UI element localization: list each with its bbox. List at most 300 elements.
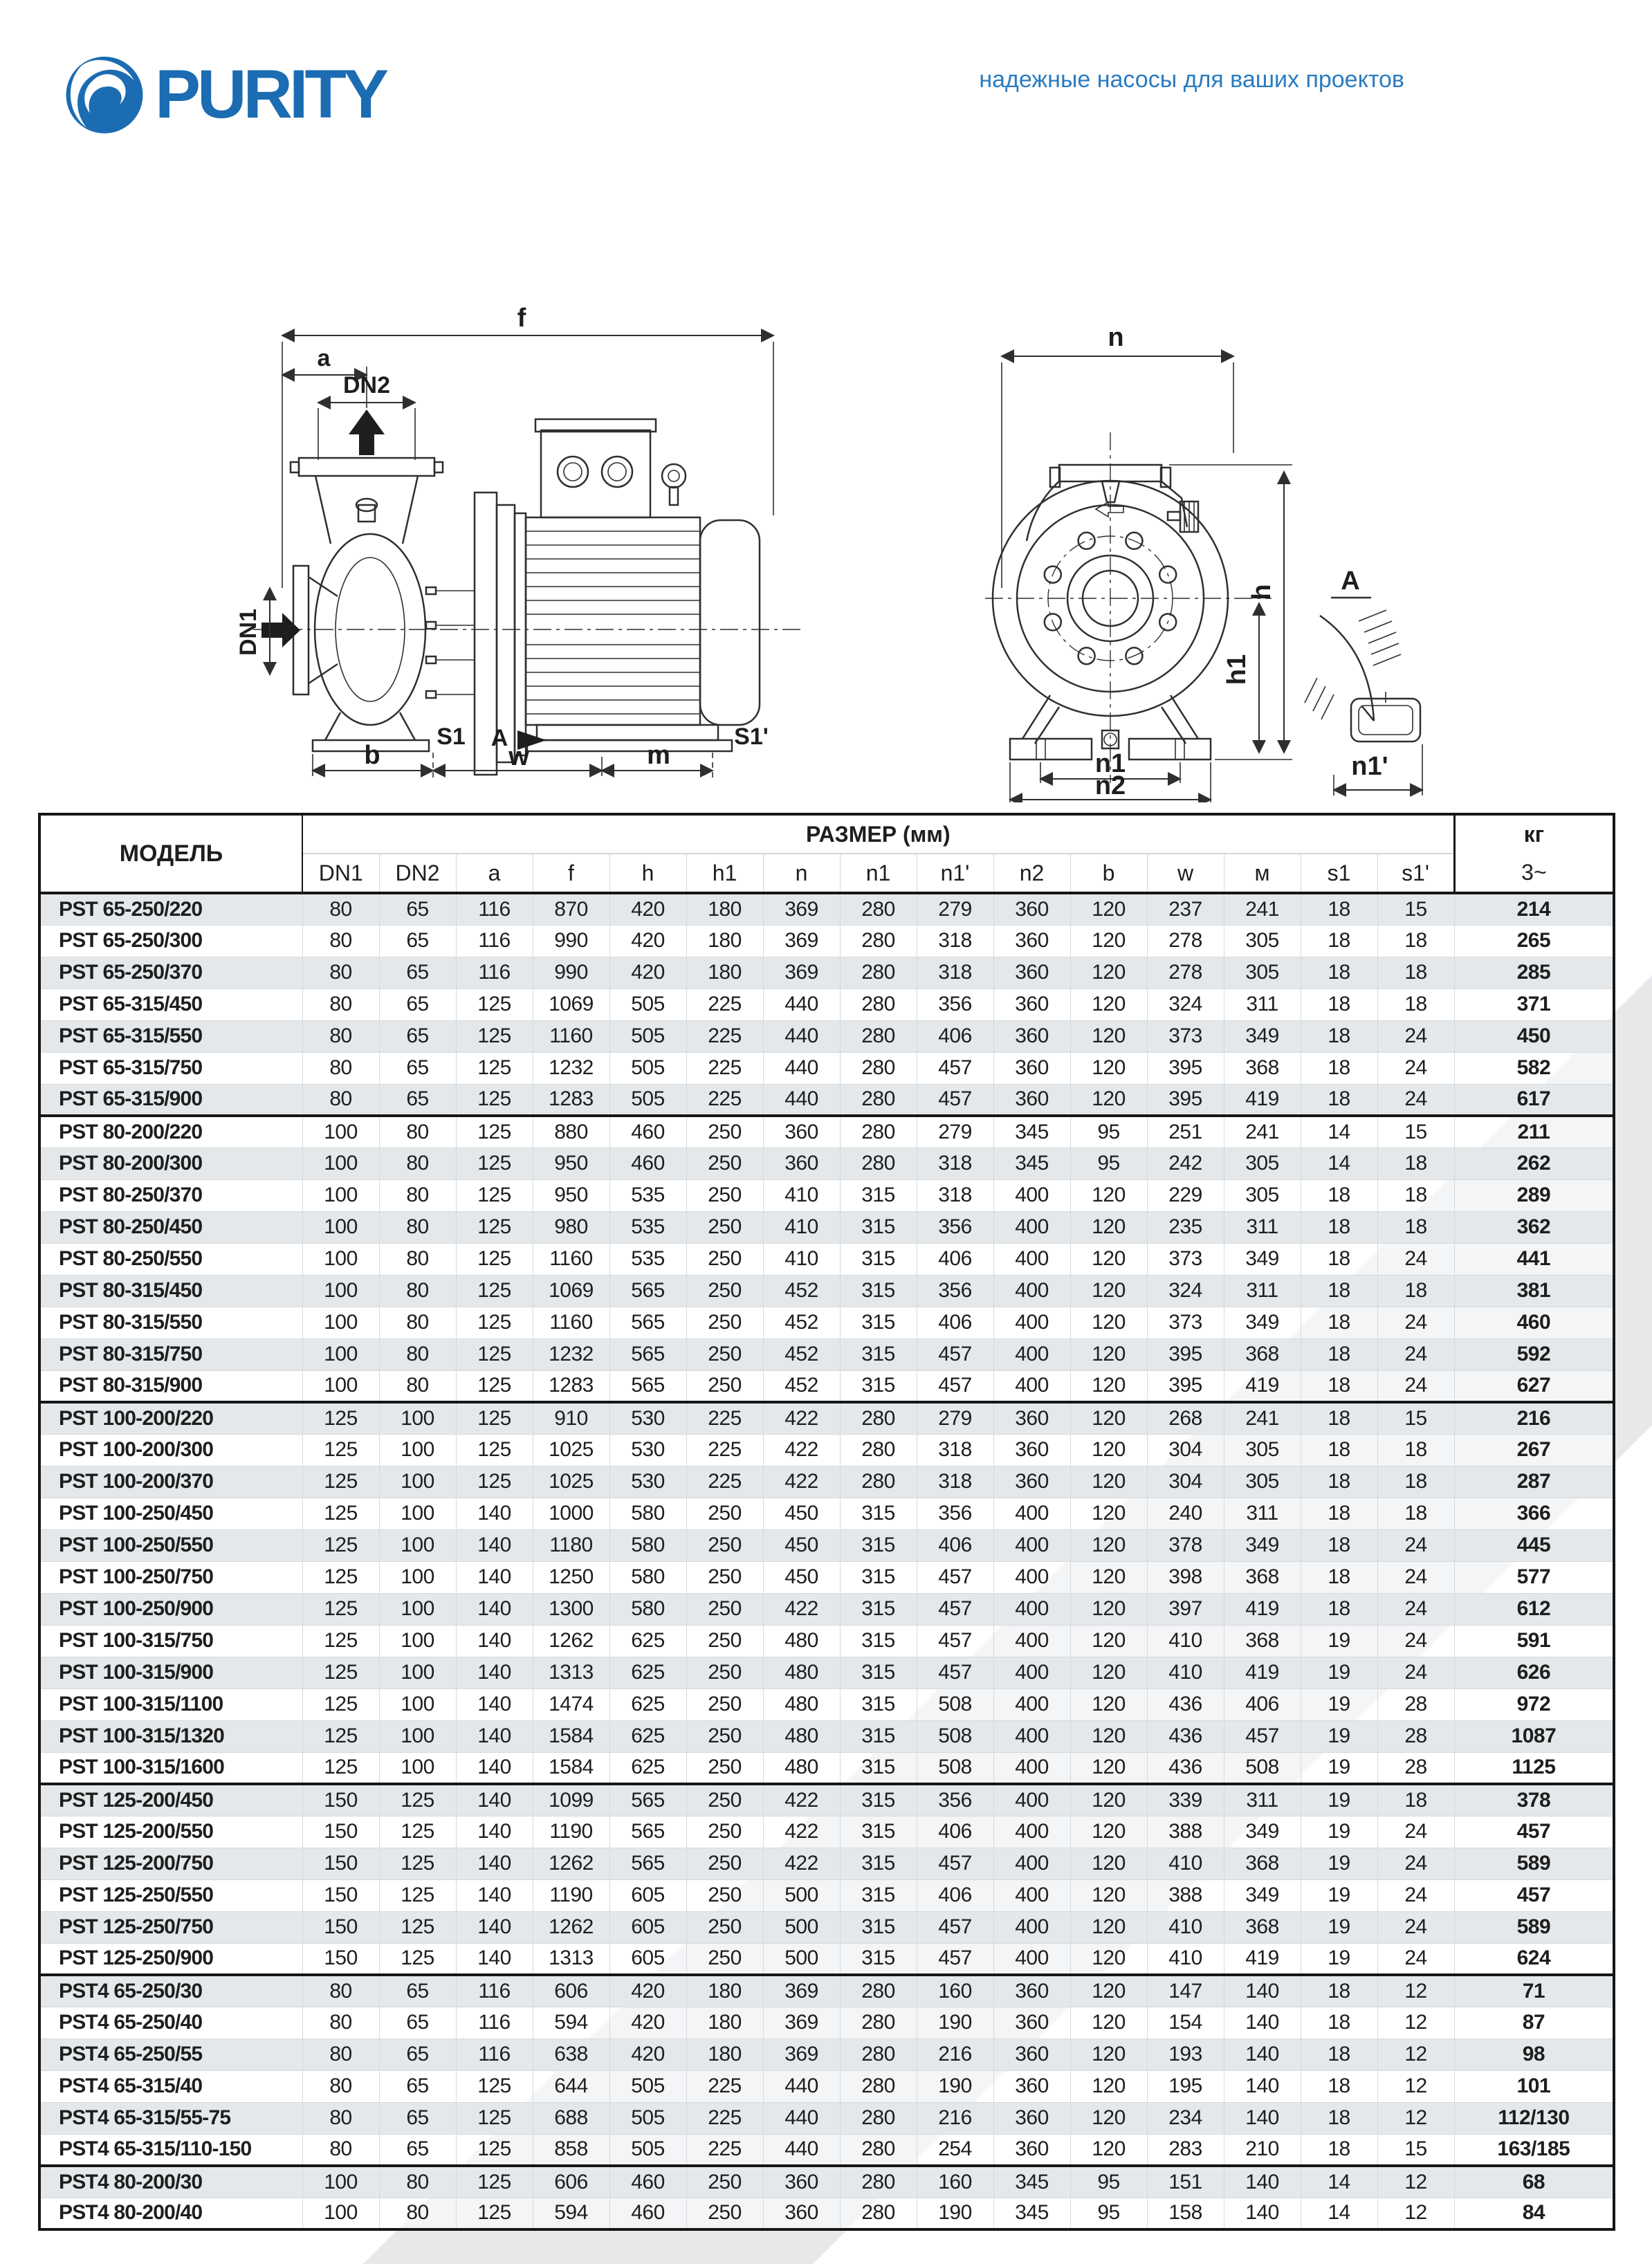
value-cell: 241 <box>1224 1402 1301 1434</box>
value-cell: 436 <box>1147 1752 1224 1784</box>
value-cell: 410 <box>1147 1911 1224 1943</box>
value-cell: 1313 <box>533 1943 609 1975</box>
value-cell: 28 <box>1377 1720 1454 1752</box>
value-cell: 18 <box>1301 1020 1377 1052</box>
value-cell: 140 <box>1224 1975 1301 2007</box>
model-cell: PST 80-250/550 <box>39 1243 302 1275</box>
model-cell: PST 100-250/750 <box>39 1561 302 1593</box>
brand-logo <box>64 53 385 134</box>
value-cell: 349 <box>1224 1020 1301 1052</box>
value-cell: 242 <box>1147 1148 1224 1179</box>
value-cell: 120 <box>1070 1943 1147 1975</box>
value-cell: 125 <box>456 1052 533 1084</box>
value-cell: 140 <box>1224 2166 1301 2198</box>
table-row <box>39 1593 1614 1625</box>
value-cell: 24 <box>1377 1625 1454 1657</box>
value-cell: 324 <box>1147 1275 1224 1307</box>
model-cell: PST 80-315/450 <box>39 1275 302 1307</box>
value-cell: 120 <box>1070 1529 1147 1561</box>
table-row <box>39 1911 1614 1943</box>
value-cell: 19 <box>1301 1816 1377 1848</box>
value-cell: 120 <box>1070 893 1147 925</box>
value-cell: 406 <box>917 1879 993 1911</box>
value-cell: 24 <box>1377 1338 1454 1370</box>
table-row <box>39 1975 1614 2007</box>
value-cell: 280 <box>840 2070 917 2102</box>
value-cell: 1283 <box>533 1084 609 1116</box>
value-cell: 65 <box>379 925 456 957</box>
value-cell: 318 <box>917 1148 993 1179</box>
dim-label-dn1: DN1 <box>235 608 261 656</box>
model-cell: PST 100-250/550 <box>39 1529 302 1561</box>
value-cell: 18 <box>1301 1466 1377 1498</box>
value-cell: 315 <box>840 1943 917 1975</box>
value-cell: 125 <box>302 1593 379 1625</box>
value-cell: 140 <box>456 1561 533 1593</box>
col-header-w: w <box>1147 854 1224 893</box>
value-cell: 505 <box>609 1020 686 1052</box>
value-cell: 24 <box>1377 1879 1454 1911</box>
value-cell: 100 <box>379 1561 456 1593</box>
value-cell: 280 <box>840 957 917 988</box>
value-cell: 250 <box>686 1370 763 1402</box>
value-cell: 80 <box>302 1975 379 2007</box>
value-cell: 315 <box>840 1752 917 1784</box>
value-cell: 280 <box>840 1148 917 1179</box>
dim-label-f: f <box>517 304 526 333</box>
value-cell: 368 <box>1224 1338 1301 1370</box>
value-cell: 125 <box>379 1816 456 1848</box>
value-cell: 250 <box>686 1720 763 1752</box>
value-cell: 311 <box>1224 1275 1301 1307</box>
value-cell: 400 <box>993 1848 1070 1879</box>
value-cell: 125 <box>302 1434 379 1466</box>
value-cell: 80 <box>302 1052 379 1084</box>
value-cell: 318 <box>917 1466 993 1498</box>
col-header-s1: s1 <box>1301 854 1377 893</box>
value-cell: 225 <box>686 1084 763 1116</box>
value-cell: 318 <box>917 957 993 988</box>
value-cell: 950 <box>533 1179 609 1211</box>
value-cell: 120 <box>1070 1052 1147 1084</box>
value-cell: 190 <box>917 2007 993 2038</box>
kg-cell: 626 <box>1454 1657 1614 1688</box>
value-cell: 395 <box>1147 1338 1224 1370</box>
value-cell: 120 <box>1070 2102 1147 2134</box>
kg-cell: 101 <box>1454 2070 1614 2102</box>
value-cell: 349 <box>1224 1879 1301 1911</box>
value-cell: 24 <box>1377 1943 1454 1975</box>
value-cell: 250 <box>686 1657 763 1688</box>
value-cell: 216 <box>917 2038 993 2070</box>
value-cell: 305 <box>1224 957 1301 988</box>
dim-label-dn2: DN2 <box>342 372 391 398</box>
table-row <box>39 1211 1614 1243</box>
value-cell: 12 <box>1377 2038 1454 2070</box>
value-cell: 180 <box>686 893 763 925</box>
value-cell: 216 <box>917 2102 993 2134</box>
value-cell: 18 <box>1301 988 1377 1020</box>
table-row <box>39 925 1614 957</box>
value-cell: 24 <box>1377 1593 1454 1625</box>
value-cell: 280 <box>840 2134 917 2166</box>
table-row <box>39 1784 1614 1816</box>
value-cell: 400 <box>993 1879 1070 1911</box>
value-cell: 190 <box>917 2198 993 2229</box>
value-cell: 535 <box>609 1211 686 1243</box>
model-cell: PST 125-250/900 <box>39 1943 302 1975</box>
value-cell: 315 <box>840 1243 917 1275</box>
value-cell: 460 <box>609 2166 686 2198</box>
kg-cell: 582 <box>1454 1052 1614 1084</box>
value-cell: 452 <box>763 1307 840 1338</box>
model-cell: PST 65-250/370 <box>39 957 302 988</box>
value-cell: 565 <box>609 1370 686 1402</box>
value-cell: 125 <box>456 2102 533 2134</box>
value-cell: 12 <box>1377 1975 1454 2007</box>
value-cell: 420 <box>609 925 686 957</box>
value-cell: 120 <box>1070 1720 1147 1752</box>
kg-cell: 216 <box>1454 1402 1614 1434</box>
value-cell: 440 <box>763 2070 840 2102</box>
value-cell: 315 <box>840 1275 917 1307</box>
value-cell: 440 <box>763 1020 840 1052</box>
value-cell: 280 <box>840 2198 917 2229</box>
model-cell: PST 125-200/750 <box>39 1848 302 1879</box>
value-cell: 625 <box>609 1688 686 1720</box>
value-cell: 400 <box>993 1338 1070 1370</box>
value-cell: 369 <box>763 893 840 925</box>
value-cell: 18 <box>1301 1179 1377 1211</box>
model-cell: PST 100-315/900 <box>39 1657 302 1688</box>
value-cell: 18 <box>1377 1275 1454 1307</box>
value-cell: 1300 <box>533 1593 609 1625</box>
value-cell: 1262 <box>533 1848 609 1879</box>
value-cell: 1069 <box>533 1275 609 1307</box>
table-row <box>39 1370 1614 1402</box>
value-cell: 349 <box>1224 1529 1301 1561</box>
kg-cell: 262 <box>1454 1148 1614 1179</box>
kg-cell: 87 <box>1454 2007 1614 2038</box>
model-cell: PST 80-250/370 <box>39 1179 302 1211</box>
model-cell: PST 80-315/750 <box>39 1338 302 1370</box>
table-row <box>39 1498 1614 1529</box>
value-cell: 880 <box>533 1116 609 1148</box>
value-cell: 625 <box>609 1720 686 1752</box>
value-cell: 100 <box>379 1434 456 1466</box>
value-cell: 400 <box>993 1816 1070 1848</box>
value-cell: 65 <box>379 2038 456 2070</box>
value-cell: 250 <box>686 1243 763 1275</box>
table-row <box>39 988 1614 1020</box>
flow-out-arrow <box>349 409 385 455</box>
value-cell: 440 <box>763 2134 840 2166</box>
value-cell: 250 <box>686 1148 763 1179</box>
value-cell: 419 <box>1224 1943 1301 1975</box>
value-cell: 19 <box>1301 1625 1377 1657</box>
value-cell: 19 <box>1301 1688 1377 1720</box>
value-cell: 457 <box>917 1338 993 1370</box>
model-cell: PST 125-250/750 <box>39 1911 302 1943</box>
model-cell: PST 100-315/750 <box>39 1625 302 1657</box>
value-cell: 210 <box>1224 2134 1301 2166</box>
value-cell: 116 <box>456 1975 533 2007</box>
kg-cell: 265 <box>1454 925 1614 957</box>
table-row <box>39 1434 1614 1466</box>
value-cell: 410 <box>763 1243 840 1275</box>
value-cell: 151 <box>1147 2166 1224 2198</box>
table-row <box>39 1116 1614 1148</box>
value-cell: 24 <box>1377 1243 1454 1275</box>
value-cell: 360 <box>763 2166 840 2198</box>
value-cell: 400 <box>993 1625 1070 1657</box>
value-cell: 19 <box>1301 1848 1377 1879</box>
value-cell: 100 <box>379 1593 456 1625</box>
value-cell: 14 <box>1301 1148 1377 1179</box>
value-cell: 369 <box>763 925 840 957</box>
value-cell: 360 <box>993 2038 1070 2070</box>
value-cell: 140 <box>456 1943 533 1975</box>
value-cell: 120 <box>1070 1020 1147 1052</box>
kg-cell: 589 <box>1454 1911 1614 1943</box>
value-cell: 1584 <box>533 1720 609 1752</box>
value-cell: 480 <box>763 1752 840 1784</box>
value-cell: 19 <box>1301 1784 1377 1816</box>
value-cell: 95 <box>1070 2166 1147 2198</box>
table-row <box>39 2102 1614 2134</box>
value-cell: 120 <box>1070 925 1147 957</box>
value-cell: 18 <box>1377 1498 1454 1529</box>
value-cell: 250 <box>686 1338 763 1370</box>
value-cell: 250 <box>686 1116 763 1148</box>
kg-cell: 371 <box>1454 988 1614 1020</box>
value-cell: 18 <box>1301 1498 1377 1529</box>
value-cell: 368 <box>1224 1052 1301 1084</box>
value-cell: 339 <box>1147 1784 1224 1816</box>
col-header-3-: 3~ <box>1454 854 1614 893</box>
value-cell: 160 <box>917 2166 993 2198</box>
kg-cell: 98 <box>1454 2038 1614 2070</box>
value-cell: 19 <box>1301 1752 1377 1784</box>
value-cell: 150 <box>302 1816 379 1848</box>
value-cell: 870 <box>533 893 609 925</box>
model-cell: PST4 65-250/30 <box>39 1975 302 2007</box>
model-cell: PST 100-315/1100 <box>39 1688 302 1720</box>
value-cell: 400 <box>993 1911 1070 1943</box>
value-cell: 457 <box>917 1561 993 1593</box>
value-cell: 125 <box>379 1911 456 1943</box>
value-cell: 250 <box>686 1943 763 1975</box>
value-cell: 279 <box>917 1116 993 1148</box>
value-cell: 422 <box>763 1466 840 1498</box>
value-cell: 100 <box>302 1338 379 1370</box>
value-cell: 594 <box>533 2007 609 2038</box>
kg-cell: 441 <box>1454 1243 1614 1275</box>
value-cell: 80 <box>302 1084 379 1116</box>
value-cell: 80 <box>302 988 379 1020</box>
kg-cell: 460 <box>1454 1307 1614 1338</box>
value-cell: 278 <box>1147 925 1224 957</box>
value-cell: 100 <box>302 1275 379 1307</box>
value-cell: 18 <box>1377 988 1454 1020</box>
value-cell: 250 <box>686 1529 763 1561</box>
value-cell: 315 <box>840 1657 917 1688</box>
value-cell: 505 <box>609 1052 686 1084</box>
value-cell: 80 <box>379 1211 456 1243</box>
value-cell: 120 <box>1070 1338 1147 1370</box>
value-cell: 565 <box>609 1338 686 1370</box>
value-cell: 625 <box>609 1752 686 1784</box>
value-cell: 500 <box>763 1911 840 1943</box>
value-cell: 360 <box>763 1116 840 1148</box>
table-body <box>39 893 1614 2229</box>
value-cell: 100 <box>302 1243 379 1275</box>
value-cell: 24 <box>1377 1307 1454 1338</box>
model-cell: PST 100-315/1320 <box>39 1720 302 1752</box>
value-cell: 116 <box>456 957 533 988</box>
value-cell: 15 <box>1377 893 1454 925</box>
table-row <box>39 1084 1614 1116</box>
value-cell: 1250 <box>533 1561 609 1593</box>
value-cell: 565 <box>609 1848 686 1879</box>
value-cell: 80 <box>379 1275 456 1307</box>
col-header-s1-: s1' <box>1377 854 1454 893</box>
table-row <box>39 1816 1614 1848</box>
value-cell: 410 <box>1147 1943 1224 1975</box>
value-cell: 457 <box>917 1625 993 1657</box>
table-row <box>39 1688 1614 1720</box>
value-cell: 356 <box>917 988 993 1020</box>
value-cell: 120 <box>1070 957 1147 988</box>
value-cell: 318 <box>917 1434 993 1466</box>
value-cell: 235 <box>1147 1211 1224 1243</box>
value-cell: 80 <box>379 1370 456 1402</box>
value-cell: 410 <box>763 1179 840 1211</box>
value-cell: 400 <box>993 1752 1070 1784</box>
value-cell: 480 <box>763 1688 840 1720</box>
value-cell: 225 <box>686 2134 763 2166</box>
value-cell: 605 <box>609 1911 686 1943</box>
table-row <box>39 893 1614 925</box>
kg-cell: 1087 <box>1454 1720 1614 1752</box>
kg-cell: 612 <box>1454 1593 1614 1625</box>
value-cell: 125 <box>456 988 533 1020</box>
value-cell: 100 <box>379 1466 456 1498</box>
model-cell: PST 65-315/550 <box>39 1020 302 1052</box>
value-cell: 250 <box>686 1211 763 1243</box>
dim-label-n1-prime: n1' <box>1351 752 1388 781</box>
value-cell: 80 <box>379 1148 456 1179</box>
value-cell: 125 <box>456 1402 533 1434</box>
value-cell: 457 <box>917 1084 993 1116</box>
value-cell: 368 <box>1224 1848 1301 1879</box>
value-cell: 140 <box>1224 2198 1301 2229</box>
value-cell: 125 <box>456 2070 533 2102</box>
value-cell: 18 <box>1377 1434 1454 1466</box>
kg-cell: 445 <box>1454 1529 1614 1561</box>
model-cell: PST4 80-200/30 <box>39 2166 302 2198</box>
value-cell: 65 <box>379 2007 456 2038</box>
value-cell: 625 <box>609 1657 686 1688</box>
value-cell: 18 <box>1301 1434 1377 1466</box>
value-cell: 116 <box>456 2007 533 2038</box>
value-cell: 125 <box>456 1084 533 1116</box>
value-cell: 644 <box>533 2070 609 2102</box>
value-cell: 420 <box>609 1975 686 2007</box>
value-cell: 120 <box>1070 1561 1147 1593</box>
value-cell: 140 <box>456 1529 533 1561</box>
model-cell: PST4 65-315/55-75 <box>39 2102 302 2134</box>
value-cell: 250 <box>686 1561 763 1593</box>
value-cell: 280 <box>840 2038 917 2070</box>
col-header-h1: h1 <box>686 854 763 893</box>
value-cell: 120 <box>1070 1307 1147 1338</box>
col-header--: м <box>1224 854 1301 893</box>
value-cell: 193 <box>1147 2038 1224 2070</box>
value-cell: 450 <box>763 1498 840 1529</box>
value-cell: 100 <box>379 1720 456 1752</box>
value-cell: 120 <box>1070 1498 1147 1529</box>
value-cell: 315 <box>840 1179 917 1211</box>
kg-cell: 366 <box>1454 1498 1614 1529</box>
flow-in-arrow <box>261 613 300 647</box>
value-cell: 19 <box>1301 1657 1377 1688</box>
value-cell: 65 <box>379 2070 456 2102</box>
value-cell: 311 <box>1224 1211 1301 1243</box>
value-cell: 120 <box>1070 1688 1147 1720</box>
value-cell: 505 <box>609 2102 686 2134</box>
value-cell: 14 <box>1301 2166 1377 2198</box>
value-cell: 369 <box>763 2038 840 2070</box>
value-cell: 606 <box>533 1975 609 2007</box>
value-cell: 100 <box>302 1148 379 1179</box>
value-cell: 508 <box>917 1752 993 1784</box>
value-cell: 400 <box>993 1243 1070 1275</box>
value-cell: 95 <box>1070 1116 1147 1148</box>
value-cell: 250 <box>686 1911 763 1943</box>
kg-cell: 214 <box>1454 893 1614 925</box>
value-cell: 65 <box>379 893 456 925</box>
value-cell: 530 <box>609 1402 686 1434</box>
value-cell: 95 <box>1070 2198 1147 2229</box>
value-cell: 18 <box>1301 1243 1377 1275</box>
value-cell: 368 <box>1224 1911 1301 1943</box>
value-cell: 125 <box>456 1275 533 1307</box>
col-header-b: b <box>1070 854 1147 893</box>
value-cell: 305 <box>1224 1434 1301 1466</box>
value-cell: 18 <box>1301 2134 1377 2166</box>
value-cell: 378 <box>1147 1529 1224 1561</box>
kg-cell: 163/185 <box>1454 2134 1614 2166</box>
value-cell: 100 <box>302 2198 379 2229</box>
value-cell: 406 <box>1224 1688 1301 1720</box>
value-cell: 1180 <box>533 1529 609 1561</box>
value-cell: 18 <box>1301 1084 1377 1116</box>
value-cell: 280 <box>840 893 917 925</box>
value-cell: 100 <box>302 1370 379 1402</box>
value-cell: 280 <box>840 2007 917 2038</box>
model-cell: PST 65-315/750 <box>39 1052 302 1084</box>
value-cell: 225 <box>686 2070 763 2102</box>
value-cell: 419 <box>1224 1593 1301 1625</box>
value-cell: 80 <box>379 1338 456 1370</box>
value-cell: 234 <box>1147 2102 1224 2134</box>
value-cell: 452 <box>763 1275 840 1307</box>
kg-cell: 68 <box>1454 2166 1614 2198</box>
value-cell: 580 <box>609 1561 686 1593</box>
value-cell: 18 <box>1301 2007 1377 2038</box>
value-cell: 373 <box>1147 1243 1224 1275</box>
